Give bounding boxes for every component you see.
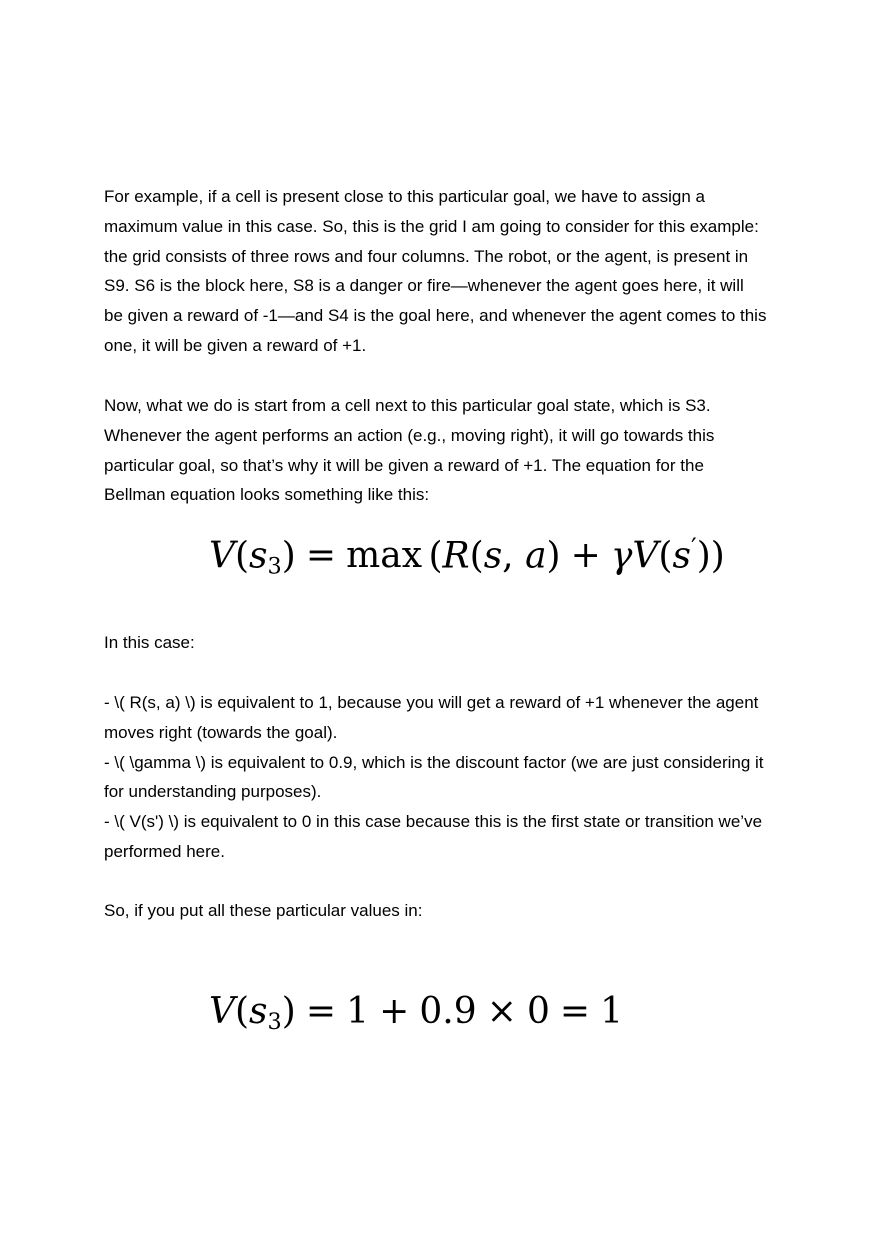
summary-line xyxy=(104,896,780,926)
eq-symbol: a xyxy=(525,535,547,577)
bellman-equation: $V(s_3) = \max (R(s$, a) + γV(s′)) xyxy=(209,533,725,580)
eq-operator: × xyxy=(486,991,517,1032)
text-line: Whenever the agent performs an action (e.g., moving right), it will go towards this xyxy=(104,425,715,445)
eq-number: 1 xyxy=(600,991,624,1032)
result-equation: $V(s_3) = 1 + 0.9 \times 0 = 1$ xyxy=(209,991,624,1036)
eq-symbol: V xyxy=(209,535,235,577)
eq-function: max xyxy=(346,535,423,577)
eq-symbol: s xyxy=(249,535,268,577)
eq-subscript: 3 xyxy=(267,1009,282,1036)
eq-symbol: V xyxy=(632,535,659,577)
eq-subscript: 3 xyxy=(267,553,282,580)
text-line: maximum value in this case. So, this is the grid I am going to consider for this example: xyxy=(104,216,759,236)
text-line: the grid consists of three rows and four columns. The robot, or the agent, is present in xyxy=(104,246,749,266)
text-line: So, if you put all these particular values in: xyxy=(104,901,423,920)
eq-operator: = xyxy=(305,991,337,1032)
eq-operator: + xyxy=(570,535,601,577)
list-item: for understanding purposes). xyxy=(104,782,322,802)
list-item: performed here. xyxy=(104,841,225,861)
list-item: moves right (towards the goal). xyxy=(104,722,338,742)
eq-operator: + xyxy=(379,991,410,1032)
eq-number: 1 xyxy=(346,991,370,1032)
eq-number: 0.9 xyxy=(419,991,477,1032)
text-line: S9. S6 is the block here, S8 is a danger or fire—whenever the agent goes here, it will xyxy=(104,276,744,296)
text-line: one, it will be given a reward of +1. xyxy=(104,335,367,355)
text-line: In this case: xyxy=(104,633,195,652)
eq-number: 0 xyxy=(526,991,550,1032)
text-line: Bellman equation looks something like this: xyxy=(104,485,430,505)
eq-operator: = xyxy=(305,535,337,577)
eq-symbol: R xyxy=(442,535,470,577)
eq-symbol: s xyxy=(249,991,268,1032)
eq-symbol: s xyxy=(483,535,503,577)
eq-prime: ′ xyxy=(690,533,697,562)
text-line: For example, if a cell is present close to this particular goal, we have to assign a xyxy=(104,187,705,206)
eq-symbol: s xyxy=(672,535,691,577)
list-item: - \( R(s, a) \) is equivalent to 1, because you will get a reward of +1 whenever the agent xyxy=(104,693,759,712)
explanation-paragraph xyxy=(104,391,780,510)
eq-symbol: V xyxy=(209,991,235,1032)
list-item: - \( V(s') \) is equivalent to 0 in this case because this is the first state or transition we’ve xyxy=(104,812,763,832)
case-heading xyxy=(104,628,780,658)
text-line: particular goal, so that’s why it will be given a reward of +1. The equation for the xyxy=(104,455,704,475)
eq-symbol: γ xyxy=(610,535,633,577)
intro-paragraph xyxy=(104,182,780,361)
bullet-list xyxy=(104,688,780,867)
text-line: Now, what we do is start from a cell next to this particular goal state, which is S3. xyxy=(104,396,711,415)
text-line: be given a reward of -1—and S4 is the goal here, and whenever the agent comes to this xyxy=(104,306,767,326)
eq-operator: = xyxy=(559,991,591,1032)
list-item: - \( \gamma \) is equivalent to 0.9, which is the discount factor (we are just considering it xyxy=(104,752,764,772)
